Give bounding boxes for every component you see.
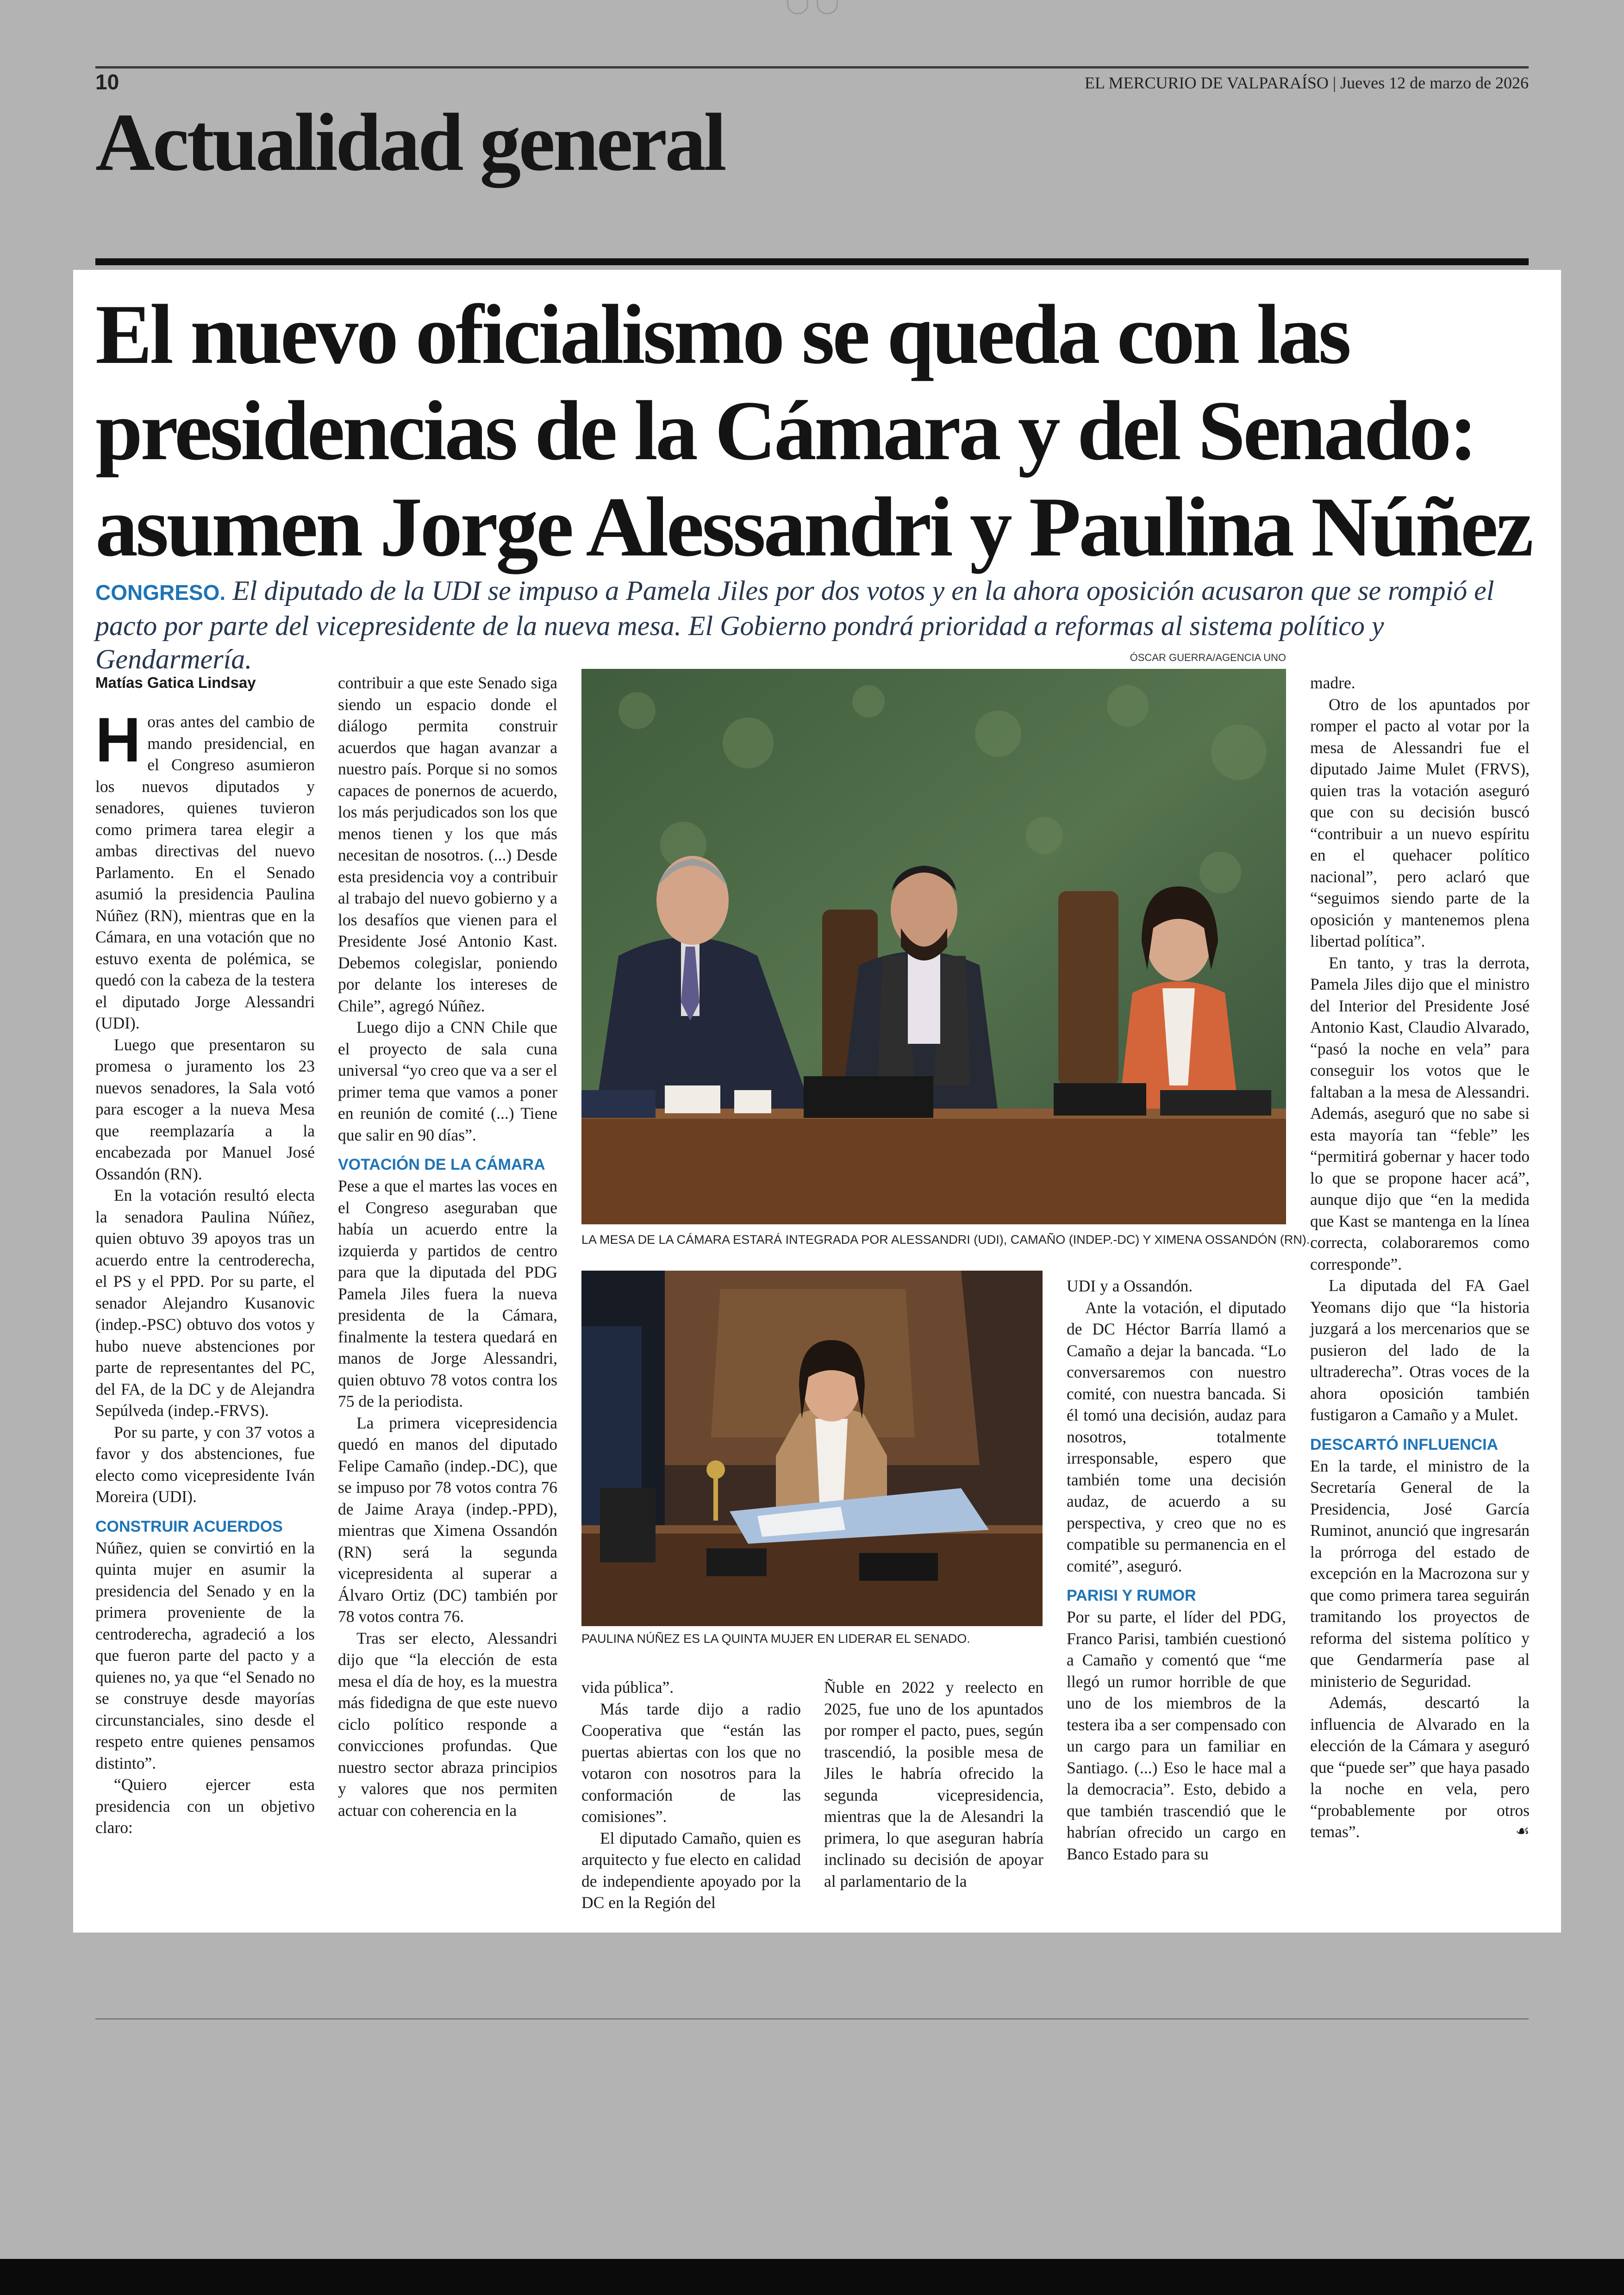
subhead-construir-acuerdos: CONSTRUIR ACUERDOS <box>95 1517 283 1535</box>
paragraph: Núñez, quien se convirtió en la quinta mujer en asumir la presidencia del Senado y en la primera proveniente de la centroderecha, agradeció a los que fueron parte del pacto y a quienes no, ya que “el Senado no se construye desde mayorías circunstanciales, sino desde el respeto entre quienes pensamos distinto”. <box>95 1538 315 1772</box>
column-3 <box>581 1677 801 1914</box>
dek-kicker: CONGRESO. <box>95 580 226 605</box>
viewer-bottom-bar <box>0 2259 1624 2295</box>
paragraph: En la votación resultó electa la senadora Paulina Núñez, quien obtuvo 39 apoyos tras un acuerdo entre la centroderecha, el PS y el PPD. Por su parte, el senador Alejandro Kusanovic (indep.-PSC) obtuvo dos votos y hubo nueve abstenciones por parte de representantes del PC, del FA, de la DC y de Alejandra Sepúlveda (indep.-FRVS). <box>95 1186 315 1420</box>
column-6 <box>1310 672 1530 1843</box>
dateline: EL MERCURIO DE VALPARAÍSO | Jueves 12 de marzo de 2026 <box>1084 74 1529 92</box>
section-title: Actualidad general <box>95 96 725 188</box>
drop-cap: H <box>95 705 141 775</box>
paragraph: La primera vicepresidencia quedó en manos del diputado Felipe Camaño (indep.-DC), que se impuso por 78 votos contra 76 de Jaime Araya (indep.-PPD), mientras que Ximena Ossandón (RN) será la segunda vicepresidenta al superar a Álvaro Ortiz (DC) también por 78 votos contra 76. <box>338 1413 557 1626</box>
paragraph: vida pública”. <box>581 1678 674 1696</box>
paragraph: En tanto, y tras la derrota, Pamela Jiles dijo que el ministro del Interior del Presidente José Antonio Kast, Claudio Alvarado, “pasó la noche en vela” para conseguir los votos que le faltaban a la mesa de Alessandri. Además, aseguró que no sabe si esta mayoría tan “feble” les “permitirá gobernar y hacer todo lo que se propone hacer acá”, aunque dijo que “en la medida que Kast se mantenga en la línea correcta, colaboraremos como corresponde”. <box>1310 953 1530 1273</box>
paragraph: Pese a que el martes las voces en el Congreso aseguraban que había un acuerdo entre la izquierda y partidos de centro para que la diputada del PDG Pamela Jiles fuera la nueva presidenta de la Cámara, finalmente la testera quedará en manos de Jorge Alessandri, quien obtuvo 78 votos contra los 75 de la periodista. <box>338 1177 557 1410</box>
paragraph: Además, descartó la influencia de Alvarado en la elección de la Cámara y aseguró que “puede ser” que haya pasado la noche en vela, pero “probablemente por otros temas”. ☙ <box>1310 1692 1530 1843</box>
column-4 <box>824 1677 1043 1892</box>
subhead-parisi-rumor: PARISI Y RUMOR <box>1067 1587 1196 1604</box>
column-1 <box>95 672 315 1839</box>
end-mark-icon: ☙ <box>1515 1823 1530 1840</box>
section-rule <box>95 258 1529 265</box>
subhead-descarto-influencia: DESCARTÓ INFLUENCIA <box>1310 1435 1499 1453</box>
paragraph: Ñuble en 2022 y reelecto en 2025, fue uno de los apuntados por romper el pacto, pues, según trascendió, la posible mesa de Jiles le habría ofrecido la segunda vicepresidencia, mientras que la de Alesandri la primera, lo que aseguran habría inclinado su decisión de apoyar al parlamentario de la <box>824 1678 1043 1890</box>
paragraph: Ante la votación, el diputado de DC Héctor Barría llamó a Camaño a dejar la bancada. “Lo conversaremos con nuestro comité, con nuestra bancada. Si él tomó una decisión, audaz para nosotros, totalmente irresponsable, espero que también tome una decisión audaz, de acuerdo a su perspectiva, y creo que no es compatible su permanencia en el comité”, aseguró. <box>1067 1298 1286 1575</box>
photo-senado-nunez <box>581 1271 1043 1626</box>
byline: Matías Gatica Lindsay <box>95 674 256 691</box>
photo-camara-mesa <box>581 669 1286 1224</box>
paragraph: Tras ser electo, Alessandri dijo que “la elección de esta mesa el día de hoy, es la muestra más fidedigna de que este nuevo ciclo político responde a convicciones profundas. Que nuestro sector abraza principios y valores que nos permiten actuar con coherencia en la <box>338 1628 557 1820</box>
paragraph: Por su parte, y con 37 votos a favor y dos abstenciones, fue electo como vicepresidente Iván Moreira (UDI). <box>95 1422 315 1506</box>
footer-rule <box>95 2018 1529 2020</box>
dek-text: El diputado de la UDI se impuso a Pamela Jiles por dos votos y en la ahora oposición acusaron que se rompió el pacto por parte del vicepresidente de la nueva mesa. El Gobierno pondrá prioridad a reformas al sistema político y Gendarmería. <box>95 575 1494 674</box>
paragraph: “Quiero ejercer esta presidencia con un objetivo claro: <box>95 1775 315 1837</box>
page-nav-dots[interactable] <box>783 0 841 16</box>
paragraph: madre. <box>1310 674 1355 692</box>
paragraph: La diputada del FA Gael Yeomans dijo que “la historia juzgará a los mercenarios que se pusieron del lado de la ultraderecha”. Otras voces de la ahora oposición también fustigaron a Camaño y a Mulet. <box>1310 1276 1530 1424</box>
paragraph: En la tarde, el ministro de la Secretaría General de la Presidencia, José García Ruminot, anunció que ingresarán la prórroga del estado de excepción en la Macrozona sur y que como primera tarea seguirán tramitando los proyectos de reforma del sistema político y que Gendarmería pase al ministerio de Seguridad. <box>1310 1456 1530 1690</box>
subhead-votacion-camara: VOTACIÓN DE LA CÁMARA <box>338 1156 545 1173</box>
paragraph: Más tarde dijo a radio Cooperativa que “están las puertas abiertas con los que no votaron con nosotros para la conformación de las comisiones”. <box>581 1699 801 1826</box>
paragraph: UDI y a Ossandón. <box>1067 1277 1193 1295</box>
page-number: 10 <box>95 70 119 94</box>
paragraph: El diputado Camaño, quien es arquitecto y fue electo en calidad de independiente apoyado por la DC en la Región del <box>581 1828 801 1912</box>
paragraph: Otro de los apuntados por romper el pacto al votar por la mesa de Alessandri fue el diputado Jaime Mulet (FRVS), quien tras la votación aseguró que con su decisión buscó “contribuir a un nuevo espíritu en el quehacer político nacional”, pero aclaró que “seguimos siendo parte de la oposición y mantenemos plena libertad política”. <box>1310 695 1530 950</box>
paragraph: Por su parte, el líder del PDG, Franco Parisi, también cuestionó a Camaño y comentó que “me llegó un rumor horrible de que uno de los miembros de la testera iba a ser compensado con un cargo para un familiar en Santiago. (...) Eso le hace mal a la democracia”. Esto, debido a que también trascendió que le habrían ofrecido un cargo en Banco Estado para su <box>1067 1608 1286 1863</box>
photo-2-caption: PAULINA NÚÑEZ ES LA QUINTA MUJER EN LIDERAR EL SENADO. <box>581 1632 970 1646</box>
article-headline: El nuevo oficialismo se queda con las presidencias de la Cámara y del Senado: asumen Jorge Alessandri y Paulina Núñez <box>95 287 1531 574</box>
paragraph: Luego que presentaron su promesa o juramento los 23 nuevos senadores, la Sala votó para escoger a la nueva Mesa que reemplazaría a la encabezada por Manuel José Ossandón (RN). <box>95 1035 315 1183</box>
paragraph: Luego dijo a CNN Chile que el proyecto de sala cuna universal “yo creo que va a ser el primer tema que vamos a poner en reunión de comité (...) Tiene que salir en 90 días”. <box>338 1018 557 1144</box>
header-rule <box>95 66 1529 69</box>
photo-credit: ÓSCAR GUERRA/AGENCIA UNO <box>1130 652 1286 663</box>
paragraph: contribuir a que este Senado siga siendo un espacio donde el diálogo permita construir acuerdos que hagan avanzar a nuestro país. Porque si no somos capaces de ponernos de acuerdo, los más perjudicados son los que menos tienen y los que más necesitan de nosotros. (...) Desde esta presidencia voy a contribuir al trabajo del nuevo gobierno y a los desafíos que vienen para el Presidente José Antonio Kast. Debemos colegislar, poniendo por delante los intereses de Chile”, agregó Núñez. <box>338 674 557 1015</box>
column-5 <box>1067 1275 1286 1865</box>
paragraph: Horas antes del cambio de mando presidencial, en el Congreso asumieron los nuevos diputados y senadores, quienes tuvieron como primera tarea elegir a ambas directivas del nuevo Parlamento. En el Senado asumió la presidencia Paulina Núñez (RN), mientras que en la Cámara, en una votación que no estuvo exenta de polémica, se quedó con la cabeza de la testera el diputado Jorge Alessandri (UDI). <box>95 705 315 1032</box>
photo-1-caption: LA MESA DE LA CÁMARA ESTARÁ INTEGRADA POR ALESSANDRI (UDI), CAMAÑO (INDEP.-DC) Y XIMENA OSSANDÓN (RN). <box>581 1233 1310 1247</box>
column-2 <box>338 672 557 1821</box>
